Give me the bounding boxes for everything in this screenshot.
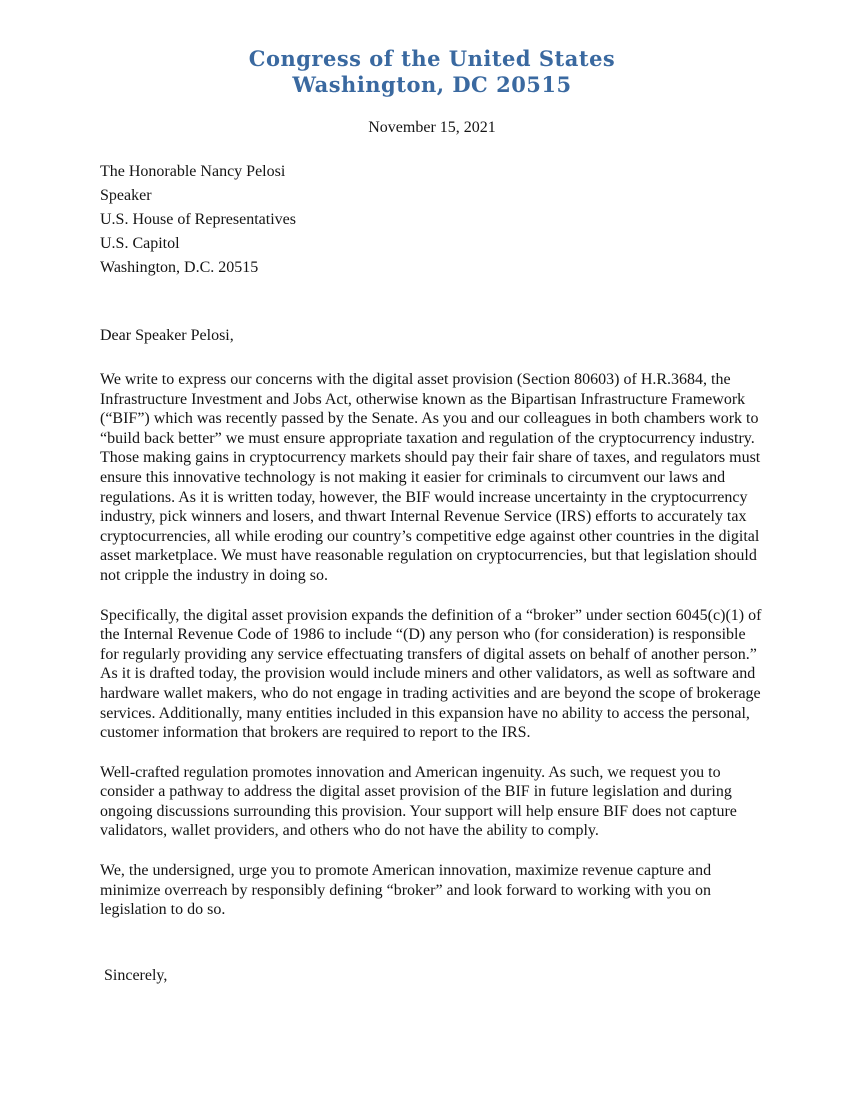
letterhead-line2: Washington, DC 20515 <box>292 72 572 97</box>
recipient-city: Washington, D.C. 20515 <box>100 259 259 276</box>
closing: Sincerely, <box>104 966 168 984</box>
recipient-name: The Honorable Nancy Pelosi <box>100 163 286 180</box>
letterhead-line1: Congress of the United States <box>248 46 616 71</box>
body-paragraph-1: We write to express our concerns with the digital asset provision (Section 80603) of H.R.3684, the Infrastructure Investment and Jobs Act, otherwise known as the Bipartisan Infrastructure Framework (“BIF”) which was recently passed by the Senate. As you and our colleagues in both chambers work to “build back better” we must ensure appropriate taxation and regulation of the cryptocurrency industry. Those making gains in cryptocurrency markets should pay their fair share of taxes, and regulators must ensure this innovative technology is not making it easier for criminals to circumvent our laws and regulations. As it is written today, however, the BIF would increase uncertainty in the cryptocurrency industry, pick winners and losers, and thwart Internal Revenue Service (IRS) efforts to accurately tax cryptocurrencies, all while eroding our country’s competitive edge against other countries in the digital asset marketplace. We must have reasonable regulation on cryptocurrencies, but that legislation should not cripple the industry in doing so. <box>100 371 761 584</box>
recipient-building: U.S. Capitol <box>100 235 180 252</box>
body-paragraph-4: We, the undersigned, urge you to promote American innovation, maximize revenue capture and minimize overreach by responsibly defining “broker” and look forward to working with you on legislation to do so. <box>100 862 712 919</box>
body-paragraph-3: Well-crafted regulation promotes innovation and American ingenuity. As such, we request you to consider a pathway to address the digital asset provision of the BIF in future legislation and during ongoing discussions surrounding this provision. Your support will help ensure BIF does not capture validators, wallet providers, and others who do not have the ability to comply. <box>100 763 737 840</box>
letterhead <box>0 0 864 98</box>
body-paragraph-2: Specifically, the digital asset provision expands the definition of a “broker” under section 6045(c)(1) of the Internal Revenue Code of 1986 to include “(D) any person who (for consideration) is responsible for regularly providing any service effectuating transfers of digital assets on behalf of another person.” As it is drafted today, the provision would include miners and other validators, as well as software and hardware wallet makers, who do not engage in trading activities and are beyond the scope of brokerage services. Additionally, many entities included in this expansion have no ability to access the personal, customer information that brokers are required to report to the IRS. <box>100 606 762 742</box>
recipient-address <box>100 160 762 280</box>
salutation: Dear Speaker Pelosi, <box>100 327 234 344</box>
recipient-title: Speaker <box>100 187 152 204</box>
recipient-org: U.S. House of Representatives <box>100 211 296 228</box>
letter-date: November 15, 2021 <box>368 119 496 136</box>
letter-body <box>100 370 762 920</box>
